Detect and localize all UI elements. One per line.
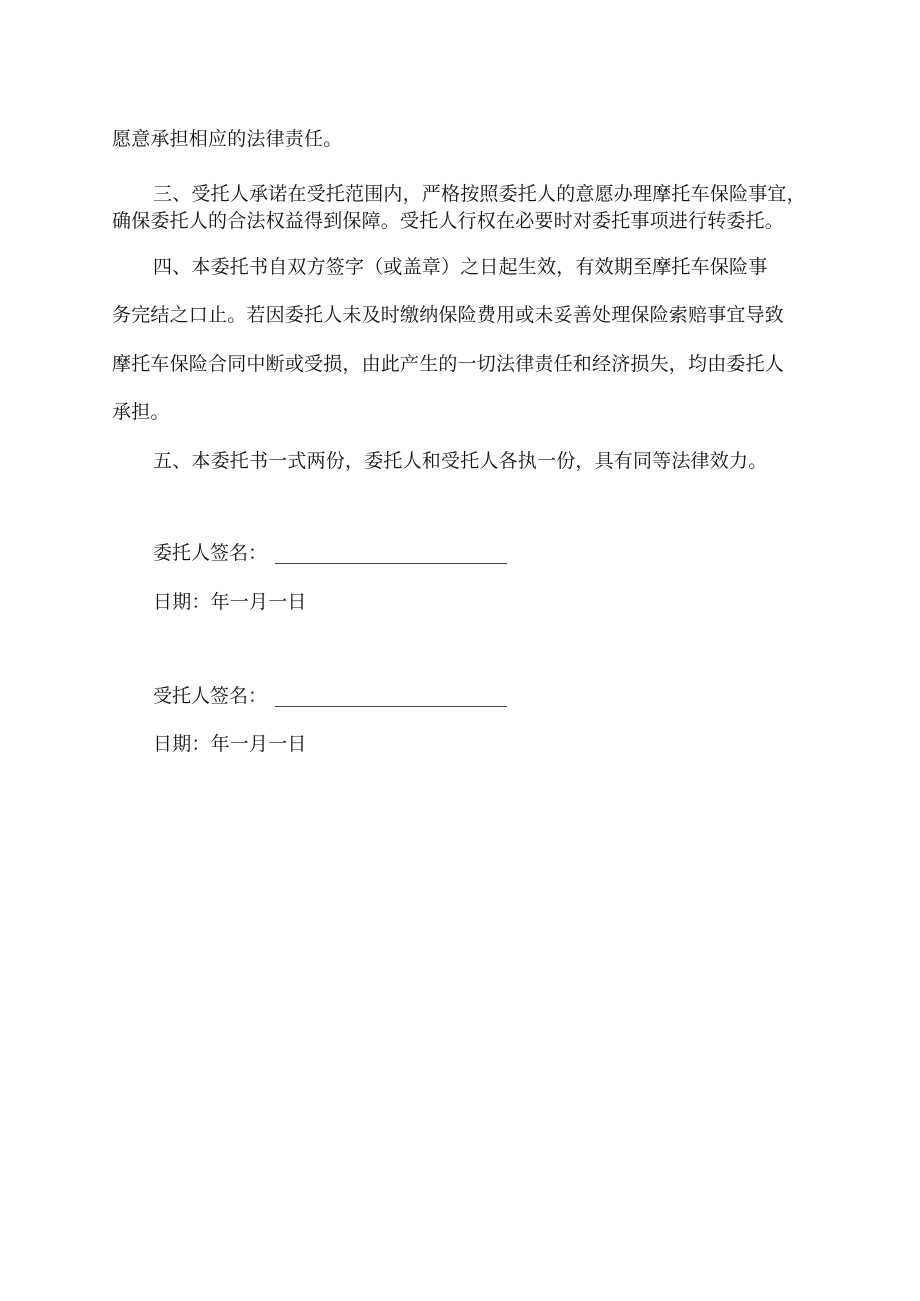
agent-date: 日期：年一月一日 xyxy=(153,733,307,755)
paragraph-3-line-1: 三、受托人承诺在受托范围内，严格按照委托人的意愿办理摩托车保险事宜， xyxy=(153,183,806,205)
paragraph-continued: 愿意承担相应的法律责任。 xyxy=(112,128,343,150)
principal-signature-label: 委托人签名： xyxy=(153,542,268,564)
agent-signature-line[interactable] xyxy=(275,686,507,707)
paragraph-4-line-3: 摩托车保险合同中断或受损，由此产生的一切法律责任和经济损失，均由委托人 xyxy=(112,353,785,375)
principal-signature-line[interactable] xyxy=(275,543,507,564)
principal-date: 日期：年一月一日 xyxy=(153,591,307,613)
agent-signature-row xyxy=(153,685,507,707)
paragraph-4-line-4: 承担。 xyxy=(112,401,170,423)
paragraph-3-line-2: 确保委托人的合法权益得到保障。受托人行权在必要时对委托事项进行转委托。 xyxy=(112,210,785,232)
agent-signature-label: 受托人签名： xyxy=(153,685,268,707)
principal-signature-row xyxy=(153,542,507,564)
paragraph-5-line-1: 五、本委托书一式两份，委托人和受托人各执一份，具有同等法律效力。 xyxy=(153,450,768,472)
paragraph-4-line-1: 四、本委托书自双方签字（或盖章）之日起生效，有效期至摩托车保险事 xyxy=(153,256,768,278)
paragraph-4-line-2: 务完结之口止。若因委托人未及时缴纳保险费用或未妥善处理保险索赔事宜导致 xyxy=(112,304,785,326)
